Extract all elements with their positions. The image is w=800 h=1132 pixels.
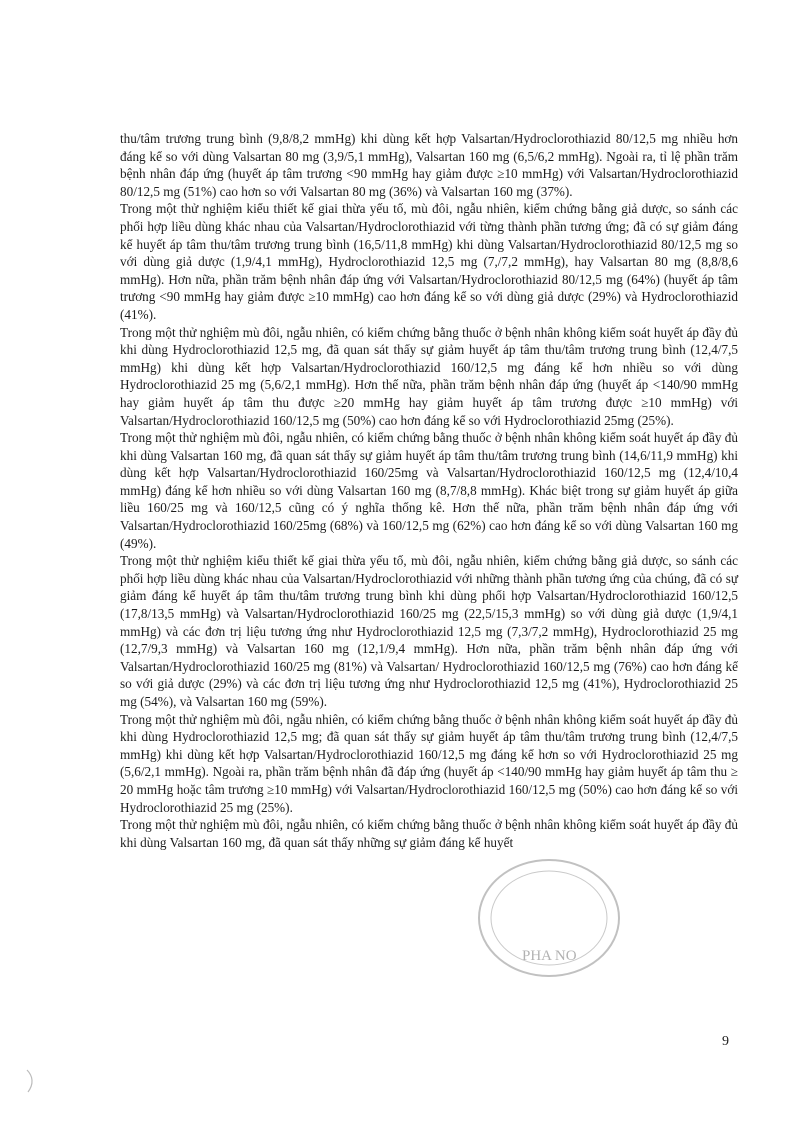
margin-mark [24,1068,36,1094]
document-body [120,130,738,851]
company-seal-stamp [474,856,624,981]
paragraph-4: Trong một thử nghiệm mù đôi, ngẫu nhiên, có kiểm chứng bằng thuốc ở bệnh nhân không kiểm soát huyết áp đầy đủ khi dùng Valsartan 160 mg, đã quan sát thấy sự giảm huyết áp tâm thu/tâm trương trung bình (14,6/11,9 mmHg) khi dùng kết hợp Valsartan/Hydroclorothiazid 160/25mg và Valsartan/Hydroclorothiazid 160/12,5 mg (12,4/10,4 mmHg) đáng kể hơn nhiều so với dùng Valsartan 160 mg (8,7/8,8 mmHg). Khác biệt trong sự giảm huyết áp giữa liều 160/25 mg và 160/12,5 cũng có ý nghĩa thống kê. Hơn thế nữa, phần trăm bệnh nhân đáp ứng với Valsartan/Hydroclorothiazid 160/25mg (68%) và 160/12,5 mg (62%) cao hơn đáng kể so với dùng Valsartan 160 mg (49%). [120,430,738,551]
paragraph-2: Trong một thử nghiệm kiểu thiết kế giai thừa yếu tố, mù đôi, ngẫu nhiên, kiểm chứng bằng giả dược, so sánh các phối hợp liều dùng khác nhau của Valsartan/Hydroclorothiazid với từng thành phần tương ứng; đã có sự giảm đáng kể huyết áp tâm thu/tâm trương trung bình (16,5/11,8 mmHg) khi dùng Valsartan/Hydroclorothiazid 80/12,5 mg so với dùng giả dược (1,9/4,1 mmHg), Hydroclorothiazid 12,5 mg (7,/7,2 mmHg), hay Valsartan 80 mg (8,8/8,6 mmHg). Hơn nữa, phần trăm bệnh nhân đáp ứng với Valsartan/Hydroclorothiazid 80/12,5 mg (64%) (huyết áp tâm trương <90 mmHg hay giảm được ≥10 mmHg) cao hơn đáng kể so với dùng giả dược (29%) và Hydroclorothiazid (41%). [120,201,738,322]
page-number: 9 [722,1034,729,1049]
paragraph-7: Trong một thử nghiệm mù đôi, ngẫu nhiên, có kiểm chứng bằng thuốc ở bệnh nhân không kiểm soát huyết áp đầy đủ khi dùng Valsartan 160 mg, đã quan sát thấy những sự giảm đáng kể huyết [120,817,738,850]
paragraph-5: Trong một thử nghiệm kiểu thiết kế giai thừa yếu tố, mù đôi, ngẫu nhiên, kiểm chứng bằng giả dược, so sánh các phối hợp liều dùng khác nhau của Valsartan/Hydroclorothiazid với những thành phần tương ứng của chúng, đã có sự giảm đáng kể huyết áp tâm thu/tâm trương trung bình khi dùng phối hợp Valsartan/Hydroclorothiazid 160/12,5 (17,8/13,5 mmHg) và Valsartan/Hydroclorothiazid 160/25 mg (22,5/15,3 mmHg) so với dùng giả dược (1,9/4,1 mmHg) và các đơn trị liệu tương ứng như Hydroclorothiazid 12,5 mg (7,3/7,2 mmHg), Hydroclorothiazid 25 mg (12,7/9,3 mmHg) và Valsartan 160 mg (12,1/9,4 mmHg). Hơn nữa, phần trăm bệnh nhân đáp ứng với Valsartan/Hydroclorothiazid 160/25 mg (81%) và Valsartan/ Hydroclorothiazid 160/12,5 mg (76%) cao hơn đáng kể so với giả dược (29%) và các đơn trị liệu tương ứng như Hydroclorothiazid 12,5 mg (41%), Hydroclorothiazid 25 mg (54%), và Valsartan 160 mg (59%). [120,553,738,709]
paragraph-1: thu/tâm trương trung bình (9,8/8,2 mmHg) khi dùng kết hợp Valsartan/Hydroclorothiazid 80/12,5 mg nhiều hơn đáng kể so với dùng Valsartan 80 mg (3,9/5,1 mmHg), Valsartan 160 mg (6,5/6,2 mmHg). Ngoài ra, tỉ lệ phần trăm bệnh nhân đáp ứng (huyết áp tâm trương <90 mmHg hay giảm được ≥10 mmHg) với Valsartan/Hydroclorothiazid 80/12,5 mg (51%) cao hơn so với Valsartan 80 mg (36%) và Valsartan 160 mg (37%). [120,131,738,199]
paragraph-3: Trong một thử nghiệm mù đôi, ngẫu nhiên, có kiểm chứng bằng thuốc ở bệnh nhân không kiểm soát huyết áp đầy đủ khi dùng Hydroclorothiazid 12,5 mg, đã quan sát thấy sự giảm huyết áp tâm thu/tâm trương trung bình (12,4/7,5 mmHg) khi dùng kết hợp Valsartan/Hydroclorothiazid 160/12,5 mg đáng kể hơn nhiều so với dùng Hydroclorothiazid 25 mg (5,6/2,1 mmHg). Hơn thế nữa, phần trăm bệnh nhân đáp ứng (huyết áp <140/90 mmHg hay giảm huyết áp tâm thu được ≥20 mmHg hay giảm huyết áp tâm trương được ≥10 mmHg) với Valsartan/Hydroclorothiazid 160/12,5 mg (50%) cao hơn đáng kể so với Hydroclorothiazid 25mg (25%). [120,324,738,428]
paragraph-6: Trong một thử nghiệm mù đôi, ngẫu nhiên, có kiểm chứng bằng thuốc ở bệnh nhân không kiểm soát huyết áp đầy đủ khi dùng Hydroclorothiazid 12,5 mg; đã quan sát thấy sự giảm huyết áp tâm thu/tâm trương trung bình (12,4/7,5 mmHg) khi dùng kết hợp Valsartan/Hydroclorothiazid 160/12,5 mg đáng kể hơn so với Hydroclorothiazid 25 mg (5,6/2,1 mmHg). Ngoài ra, phần trăm bệnh nhân đã đáp ứng (huyết áp <140/90 mmHg hay giảm huyết áp tâm thu ≥ 20 mmHg hoặc tâm trương ≥10 mmHg) với Valsartan/Hydroclorothiazid 160/12,5 mg (50%) cao hơn đáng kể so với Hydroclorothiazid 25 mg (25%). [120,711,738,815]
stamp-text: PHA NO [522,948,577,964]
